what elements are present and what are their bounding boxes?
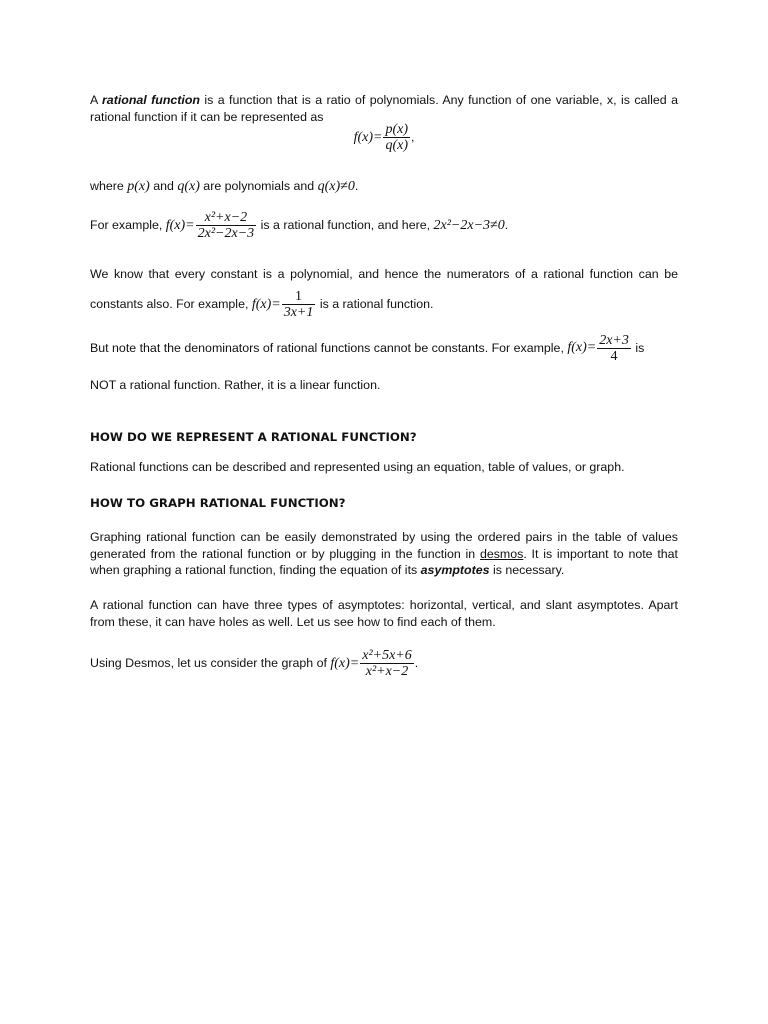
- definition-formula: [0, 122, 768, 153]
- period: .: [354, 179, 359, 193]
- desmos-line: [90, 648, 678, 679]
- denominator-denominator: 4: [610, 349, 618, 364]
- intro-text: is a function that is a ratio of polynomials. Any function of one variable, x, is called a rational function if it can be represented as: [90, 93, 678, 124]
- period: .: [414, 655, 419, 670]
- denominator-line-1: [90, 333, 678, 364]
- graph-text-3: is necessary.: [489, 563, 565, 577]
- intro-paragraph: [90, 92, 678, 125]
- example-1-prefix: For example,: [90, 217, 166, 232]
- constant-line-2: [90, 289, 678, 320]
- constant-prefix: constants also. For example,: [90, 296, 252, 311]
- denominator-fraction: [597, 333, 631, 364]
- desmos-link[interactable]: desmos: [479, 546, 524, 561]
- definition-fraction: [383, 122, 410, 153]
- example-1: [90, 210, 678, 241]
- desmos-numerator: x²+5x+6: [362, 648, 412, 663]
- period: .: [504, 217, 509, 232]
- definition-numerator: p(x): [385, 122, 408, 137]
- example-1-fraction: [196, 210, 257, 241]
- term-asymptotes: asymptotes: [420, 563, 490, 577]
- denominator-is: is: [631, 341, 645, 356]
- example-1-lhs: f(x)=: [165, 217, 195, 233]
- desmos-denominator: x²+x−2: [365, 664, 409, 679]
- where-line: [90, 178, 678, 196]
- and-text: and: [149, 179, 178, 193]
- heading-represent: HOW DO WE REPRESENT A RATIONAL FUNCTION?: [90, 430, 417, 444]
- definition-denominator: q(x): [385, 138, 408, 153]
- nonzero-condition: q(x)≠0: [317, 179, 355, 194]
- example-1-condition: 2x²−2x−3≠0: [433, 217, 505, 233]
- asymptote-paragraph: A rational function can have three types of asymptotes: horizontal, vertical, and slant asymptotes. Apart from these, it can have holes as well. Let us see how to find each of them.: [90, 598, 678, 629]
- p-of-x: p(x): [127, 179, 150, 194]
- represent-text: Rational functions can be described and represented using an equation, table of values, or graph.: [90, 460, 625, 474]
- constant-suffix: is a rational function.: [316, 296, 434, 311]
- example-1-numerator: x²+x−2: [196, 210, 257, 226]
- q-of-x: q(x): [177, 179, 200, 194]
- definition-lhs: f(x)=: [353, 129, 383, 145]
- example-1-mid: is a rational function, and here,: [257, 217, 434, 232]
- desmos-prefix: Using Desmos, let us consider the graph of: [90, 655, 331, 670]
- desmos-lhs: f(x)=: [330, 655, 360, 671]
- where-text: where: [90, 179, 128, 193]
- denominator-line-2: NOT a rational function. Rather, it is a linear function.: [90, 378, 381, 392]
- constant-lhs: f(x)=: [251, 296, 281, 312]
- term-rational-function: rational function: [101, 93, 200, 107]
- heading-graph: HOW TO GRAPH RATIONAL FUNCTION?: [90, 496, 346, 510]
- denominator-prefix: But note that the denominators of rational functions cannot be constants. For example,: [90, 341, 568, 356]
- definition-suffix: ,: [410, 129, 415, 144]
- constant-numerator: 1: [282, 289, 316, 305]
- constant-fraction: [282, 289, 316, 320]
- constant-line-1: We know that every constant is a polynomial, and hence the numerators of a rational function can be: [90, 267, 678, 281]
- polynomials-text: are polynomials and: [199, 179, 318, 193]
- denominator-numerator: 2x+3: [599, 333, 629, 348]
- example-1-denominator: 2x²−2x−3: [197, 226, 255, 241]
- graph-text-1: Graphing rational function can be easily demonstrated by using the ordered pairs in the table of values generated from the rational function or by plugging in the function in: [90, 530, 678, 561]
- denominator-lhs: f(x)=: [567, 340, 597, 356]
- graph-paragraph: [90, 529, 678, 579]
- desmos-fraction: [360, 648, 414, 679]
- graph-text-2: . It is important to note that when graphing a rational function, finding the equation of its: [90, 546, 678, 577]
- intro-prefix: A: [90, 93, 102, 107]
- constant-denominator: 3x+1: [283, 305, 314, 320]
